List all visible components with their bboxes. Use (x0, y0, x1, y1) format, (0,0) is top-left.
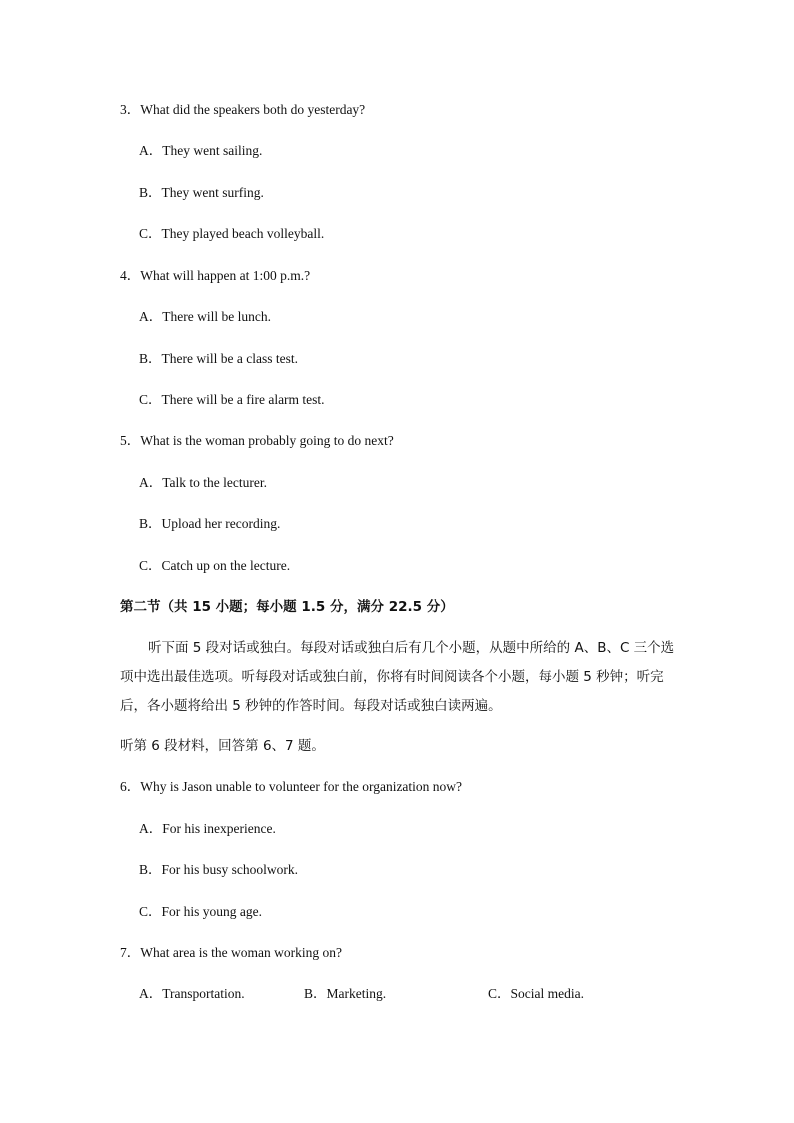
section-2-title: 第二节（共 15 小题；每小题 1.5 分，满分 22.5 分） (120, 599, 454, 615)
question-4-option-a: A．There will be lunch. (139, 309, 271, 324)
question-4-option-c: C．There will be a fire alarm test. (139, 392, 325, 407)
question-4-stem: 4．What will happen at 1:00 p.m.? (120, 268, 311, 283)
question-5-stem: 5．What is the woman probably going to do next? (120, 433, 394, 448)
question-6-option-a: A．For his inexperience. (139, 821, 276, 836)
question-6-stem: 6．Why is Jason unable to volunteer for the organization now? (120, 779, 463, 794)
question-6-option-c: C．For his young age. (139, 904, 262, 919)
question-7-option-c: C．Social media. (488, 986, 584, 1001)
question-3-stem: 3．What did the speakers both do yesterday? (120, 102, 366, 117)
section-2-instructions: 听下面 5 段对话或独白。每段对话或独白后有几个小题，从题中所给的 A、B、C 三个选项中选出最佳选项。听每段对话或独白前，你将有时间阅读各个小题，每小题 5 秒钟；听完后，各小题将给出 5 秒钟的作答时间。每段对话或独白读两遍。 (120, 640, 675, 714)
question-5-option-a: A．Talk to the lecturer. (139, 475, 268, 490)
question-5-option-b: B．Upload her recording. (139, 516, 281, 531)
question-5-option-c: C．Catch up on the lecture. (139, 558, 291, 573)
question-7-option-a: A．Transportation. (139, 986, 245, 1001)
question-4-option-b: B．There will be a class test. (139, 351, 298, 366)
question-3-option-a: A．They went sailing. (139, 143, 263, 158)
question-7-stem: 7．What area is the woman working on? (120, 945, 342, 960)
question-3-option-b: B．They went surfing. (139, 185, 264, 200)
question-6-option-b: B．For his busy schoolwork. (139, 862, 299, 877)
material-6-heading: 听第 6 段材料，回答第 6、7 题。 (120, 738, 325, 754)
question-3-option-c: C．They played beach volleyball. (139, 226, 325, 241)
question-7-option-b: B．Marketing. (304, 986, 387, 1001)
